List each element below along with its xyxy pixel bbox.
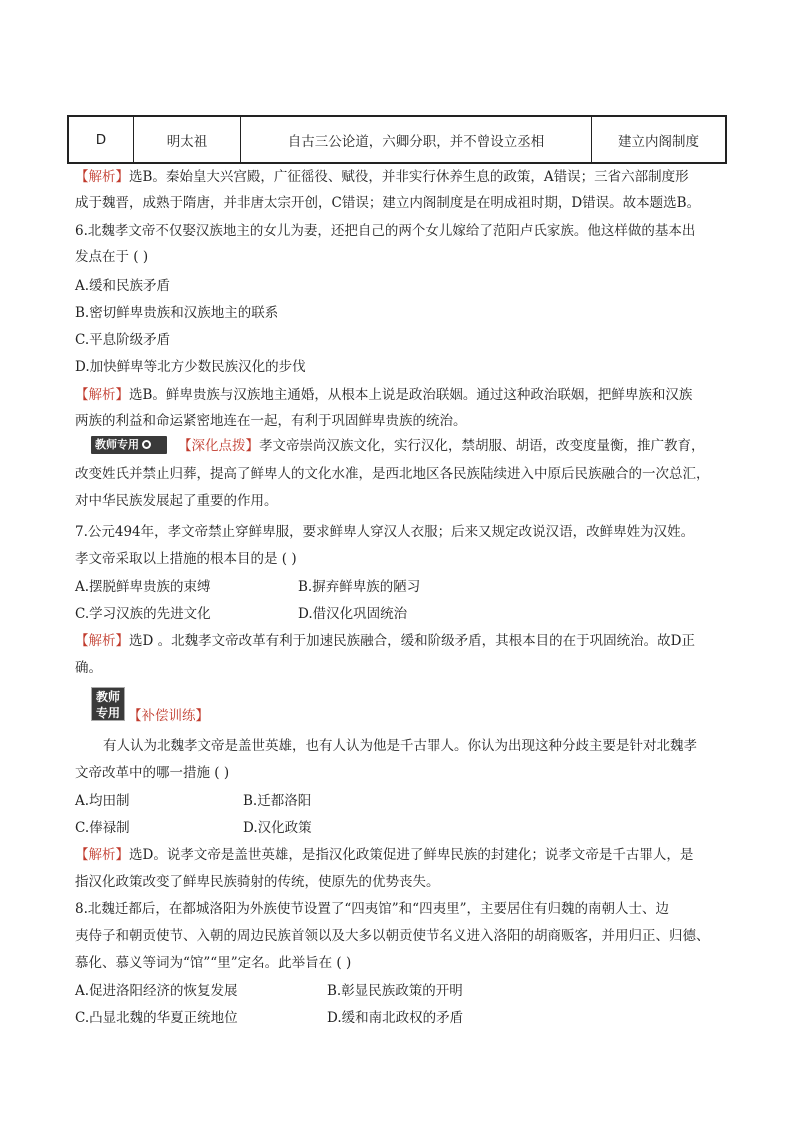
analysis-label: 【解析】 — [75, 847, 129, 863]
deep-line2: 改变姓氏并禁止归葬，提高了鲜卑人的文化水准，是西北地区各民族陆续进入中原后民族融合的一次总汇， — [75, 466, 710, 482]
q7-stem-line2: 孝文帝采取以上措施的根本目的是 ( ) — [75, 551, 297, 567]
q7-option-c: C.学习汉族的先进文化 — [75, 606, 211, 622]
bc-option-b: B.迁都洛阳 — [243, 793, 312, 809]
q8-option-a: A.促进洛阳经济的恢复发展 — [75, 983, 238, 999]
analysis-label: 【解析】 — [75, 633, 129, 649]
q6-analysis-line1: 【解析】选B。鲜卑贵族与汉族地主通婚，从根本上说是政治联姻。通过这种政治联姻，把鲜卑族和汉族 — [75, 387, 693, 403]
bc-stem-line2: 文帝改革中的哪一措施 ( ) — [75, 765, 230, 781]
bc-analysis-line2: 指汉化政策改变了鲜卑民族骑射的传统，使原先的优势丧失。 — [75, 874, 440, 890]
analysis-label: 【解析】 — [75, 387, 129, 403]
deep-label: 【深化点拨】 — [178, 438, 259, 454]
bc-analysis-line1: 【解析】选D。说孝文帝是盖世英雄，是指汉化政策促进了鲜卑民族的封建化；说孝文帝是千古罪人，是 — [75, 847, 694, 863]
q7-analysis-line2: 确。 — [75, 660, 102, 676]
teacher-only-badge: 教师专用 — [91, 436, 167, 454]
q6-stem-line2: 发点在于 ( ) — [75, 249, 149, 265]
bc-option-c: C.俸禄制 — [75, 820, 130, 836]
q8-option-d: D.缓和南北政权的矛盾 — [327, 1010, 464, 1026]
q5-analysis-line2: 成于魏晋，成熟于隋唐，并非唐太宗开创，C错误；建立内阁制度是在明成祖时期，D错误。故本题选B。 — [75, 195, 701, 211]
q7-option-b: B.摒弃鲜卑族的陋习 — [298, 579, 421, 595]
q8-stem-line1: 8.北魏迁都后，在都城洛阳为外族使节设置了“四夷馆”和“四夷里”，主要居住有归魏的南朝人士、边 — [75, 901, 669, 917]
table-row — [68, 116, 726, 163]
q8-option-c: C.凸显北魏的华夏正统地位 — [75, 1010, 238, 1026]
bc-option-d: D.汉化政策 — [243, 820, 312, 836]
q7-stem-line1: 7.公元494年，孝文帝禁止穿鲜卑服，要求鲜卑人穿汉人衣服；后来又规定改说汉语，改鲜卑姓为汉姓。 — [75, 524, 695, 540]
deep-line3: 对中华民族发展起了重要的作用。 — [75, 493, 278, 509]
deep-line1: 【深化点拨】孝文帝崇尚汉族文化，实行汉化，禁胡服、胡语，改变度量衡，推广教育， — [178, 438, 705, 454]
q6-option-b: B.密切鲜卑贵族和汉族地主的联系 — [75, 305, 279, 321]
analysis-label: 【解析】 — [75, 169, 129, 185]
teacher-only-block-badge: 教师 专用 — [91, 687, 125, 721]
table-cell-person: 明太祖 — [134, 116, 241, 163]
play-icon — [142, 440, 151, 449]
q6-stem-line1: 6.北魏孝文帝不仅娶汉族地主的女儿为妻，还把自己的两个女儿嫁给了范阳卢氏家族。他这样做的基本出 — [75, 223, 696, 239]
q5-analysis-line1: 【解析】选B。秦始皇大兴宫殿，广征徭役、赋役，并非实行休养生息的政策，A错误；三省六部制度形 — [75, 169, 689, 185]
q8-stem-line2: 夷侍子和朝贡使节、入朝的周边民族首领以及大多以朝贡使节名义进入洛阳的胡商贩客，并用归正、归德、 — [75, 928, 710, 944]
q7-option-d: D.借汉化巩固统治 — [298, 606, 408, 622]
table-cell-option: D — [95, 131, 107, 148]
q8-stem-line3: 慕化、慕义等词为“馆”“里”定名。此举旨在 ( ) — [75, 955, 352, 971]
q6-option-d: D.加快鲜卑等北方少数民族汉化的步伐 — [75, 359, 306, 375]
q8-option-b: B.彰显民族政策的开明 — [327, 983, 463, 999]
q6-analysis-line2: 两族的利益和命运紧密地连在一起，有利于巩固鲜卑贵族的统治。 — [75, 413, 467, 429]
table-cell-content: 自古三公论道，六卿分职，并不曾设立丞相 — [241, 116, 592, 163]
q7-analysis-line1: 【解析】选D 。北魏孝文帝改革有利于加速民族融合，缓和阶级矛盾，其根本目的在于巩固统治。故D正 — [75, 633, 695, 649]
table-cell-result: 建立内阁制度 — [592, 116, 727, 163]
q6-option-a: A.缓和民族矛盾 — [75, 278, 171, 294]
options-table — [67, 115, 727, 164]
bc-option-a: A.均田制 — [75, 793, 130, 809]
bc-stem-line1: 有人认为北魏孝文帝是盖世英雄，也有人认为他是千古罪人。你认为出现这种分歧主要是针对北魏孝 — [103, 738, 697, 754]
q6-option-c: C.平息阶级矛盾 — [75, 332, 171, 348]
compensation-label: 【补偿训练】 — [128, 708, 209, 724]
q7-option-a: A.摆脱鲜卑贵族的束缚 — [75, 579, 211, 595]
